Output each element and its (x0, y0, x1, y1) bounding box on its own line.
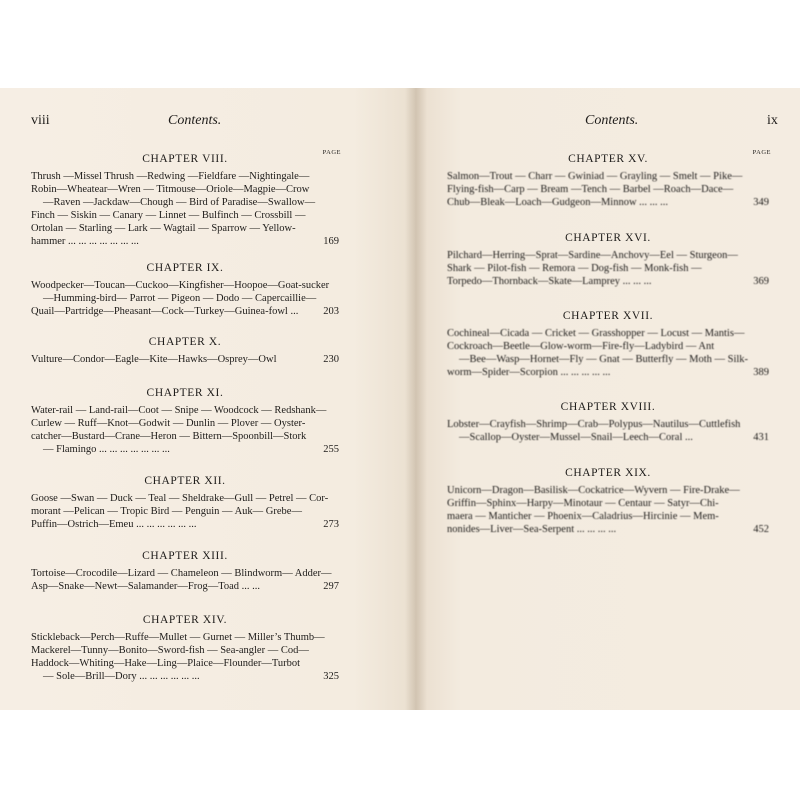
chapter-contents (447, 171, 769, 210)
chapter-title (31, 336, 339, 350)
contents-line (447, 367, 769, 380)
chapter-contents (31, 493, 339, 532)
chapter-page-number: 203 (323, 306, 339, 318)
chapter-title (31, 614, 339, 628)
chapter-contents (31, 568, 339, 594)
chapter-entry (447, 467, 769, 537)
chapter-title (447, 310, 769, 324)
chapter-title-text: CHAPTER XVIII. (560, 401, 656, 414)
contents-line: Water-rail — Land-rail—Coot — Snipe — Woodcock — Redshank— (31, 405, 327, 417)
page-number-left: viii (31, 113, 50, 128)
chapter-title-text: CHAPTER XVII. (562, 310, 654, 323)
contents-line: catcher—Bustard—Crane—Heron — Bittern—Spoonbill—Stork (31, 430, 307, 442)
left-page (0, 88, 415, 710)
chapter-entry (31, 387, 339, 457)
contents-line: Stickleback—Perch—Ruffe—Mullet — Gurnet — Miller’s Thumb— (31, 632, 325, 644)
contents-line: Tortoise—Crocodile—Lizard — Chameleon — Blindworm— Adder— (31, 568, 332, 580)
chapter-contents (31, 171, 339, 248)
chapter-page-number: 169 (323, 235, 339, 247)
chapter-title-text: CHAPTER VIII. (142, 153, 228, 165)
chapter-title (31, 550, 339, 564)
contents-line: Curlew — Ruff—Knot—Godwit — Dunlin — Plover — Oyster- (31, 417, 306, 429)
contents-line: Robin—Wheatear—Wren — Titmouse—Oriole—Magpie—Crow (31, 183, 310, 195)
chapter-contents (31, 632, 339, 684)
chapter-title-text: CHAPTER XII. (144, 474, 226, 487)
chapter-title (31, 262, 339, 276)
chapter-page-number: 255 (323, 443, 339, 455)
chapter-entry (447, 310, 769, 380)
contents-line: Flying-fish—Carp — Bream —Tench — Barbel —Roach—Dace— (447, 183, 734, 195)
chapter-contents (31, 405, 339, 457)
contents-line-text: Asp—Snake—Newt—Salamander—Frog—Toad ... ... (31, 581, 261, 593)
running-head-right: Contents. (585, 113, 639, 128)
chapter-title-text: CHAPTER XVI. (565, 231, 651, 244)
page-number-right: ix (767, 113, 778, 128)
page-column-label: PAGE (322, 149, 341, 156)
contents-line-text: worm—Spider—Scorpion ... ... ... ... ... (447, 367, 611, 379)
contents-line (447, 432, 769, 445)
book-gutter (405, 88, 427, 710)
contents-line (31, 671, 339, 684)
chapter-title-text: CHAPTER XV. (568, 153, 648, 165)
chapter-contents (447, 250, 769, 289)
contents-line: morant —Pelican — Tropic Bird — Penguin — Auk— Grebe— (31, 505, 302, 517)
chapter-title (447, 149, 771, 167)
contents-line (31, 519, 339, 532)
contents-line: Cochineal—Cicada — Cricket — Grasshopper — Locust — Mantis— (447, 328, 745, 340)
chapter-page-number: 230 (323, 354, 339, 366)
chapter-contents (447, 419, 769, 445)
chapter-contents (31, 280, 339, 319)
contents-line: —Humming-bird— Parrot — Pigeon — Dodo — Capercaillie— (43, 293, 317, 305)
right-page (415, 88, 800, 710)
contents-line: Ortolan — Starling — Lark — Wagtail — Sparrow — Yellow- (31, 222, 296, 234)
chapter-entry (447, 232, 769, 289)
contents-line: Thrush —Missel Thrush —Redwing —Fieldfare —Nightingale— (31, 171, 310, 182)
contents-line: —Raven —Jackdaw—Chough — Bird of Paradise—Swallow— (43, 196, 316, 208)
chapter-page-number: 273 (323, 518, 339, 530)
contents-line-text: hammer ... ... ... ... ... ... ... (31, 235, 139, 247)
chapter-title-text: CHAPTER IX. (146, 262, 224, 275)
contents-line: Griffin—Sphinx—Harpy—Minotaur — Centaur — Satyr—Chi- (447, 497, 719, 509)
chapter-page-number: 297 (323, 581, 339, 593)
chapter-page-number: 452 (753, 523, 769, 535)
chapter-title (31, 387, 339, 401)
contents-line: Unicorn—Dragon—Basilisk—Cockatrice—Wyvern — Fire-Drake— (447, 484, 740, 496)
chapter-title (31, 149, 341, 167)
contents-line-text: —Scallop—Oyster—Mussel—Snail—Leech—Coral ... (459, 431, 693, 443)
contents-line (31, 354, 339, 367)
contents-line: Finch — Siskin — Canary — Linnet — Bulfinch — Crossbill — (31, 209, 306, 221)
running-head-left: Contents. (168, 113, 222, 128)
contents-line (447, 197, 769, 210)
chapter-entry (31, 149, 341, 248)
contents-line: Goose —Swan — Duck — Teal — Sheldrake—Gull — Petrel — Cor- (31, 492, 329, 504)
contents-line: —Bee—Wasp—Hornet—Fly — Gnat — Butterfly — Moth — Silk- (459, 354, 749, 366)
contents-line (31, 581, 339, 594)
chapter-page-number: 389 (753, 367, 769, 379)
contents-column-left (31, 149, 341, 684)
contents-line (447, 524, 769, 537)
chapter-title-text: CHAPTER XIX. (565, 466, 651, 479)
contents-line-text: — Sole—Brill—Dory ... ... ... ... ... ... (43, 670, 200, 682)
contents-line (447, 276, 769, 289)
contents-line-text: nonides—Liver—Sea-Serpent ... ... ... ... (447, 523, 617, 535)
chapter-entry (31, 550, 339, 594)
chapter-contents (447, 485, 769, 537)
chapter-title (447, 232, 769, 246)
contents-line-text: Chub—Bleak—Loach—Gudgeon—Minnow ... ... ... (447, 196, 669, 208)
chapter-entry (31, 614, 339, 684)
contents-line: Mackerel—Tunny—Bonito—Sword-fish — Sea-angler — Cod— (31, 645, 309, 657)
contents-line (31, 236, 339, 249)
chapter-entry (31, 262, 339, 319)
chapter-title-text: CHAPTER X. (148, 336, 222, 349)
contents-line-text: Torpedo—Thornback—Skate—Lamprey ... ... ... (447, 275, 652, 287)
contents-line-text: — Flamingo ... ... ... ... ... ... ... (43, 443, 170, 455)
chapter-title-text: CHAPTER XI. (146, 387, 224, 400)
contents-line: Woodpecker—Toucan—Cuckoo—Kingfisher—Hoopoe—Goat-sucker (31, 280, 330, 292)
chapter-page-number: 349 (753, 196, 769, 208)
chapter-title-text: CHAPTER XIV. (142, 614, 228, 627)
contents-line: Haddock—Whiting—Hake—Ling—Plaice—Flounder—Turbot (31, 658, 301, 670)
book-spread (0, 88, 800, 710)
contents-line: Shark — Pilot-fish — Remora — Dog-fish — Monk-fish — (447, 262, 702, 274)
chapter-title (447, 401, 769, 415)
contents-line: Lobster—Crayfish—Shrimp—Crab—Polypus—Nautilus—Cuttlefish (447, 419, 741, 431)
chapter-entry (31, 475, 339, 532)
contents-line (31, 306, 339, 319)
chapter-title (31, 475, 339, 489)
chapter-title-text: CHAPTER XIII. (142, 550, 228, 563)
chapter-entry (447, 149, 771, 210)
chapter-contents (447, 328, 769, 380)
contents-column-right (447, 149, 771, 537)
chapter-page-number: 369 (753, 275, 769, 287)
contents-line-text: Quail—Partridge—Pheasant—Cock—Turkey—Guinea-fowl ... (31, 306, 299, 318)
chapter-page-number: 431 (753, 431, 769, 443)
contents-line-text: Vulture—Condor—Eagle—Kite—Hawks—Osprey—Owl (31, 354, 277, 366)
chapter-contents (31, 354, 339, 367)
contents-line: maera — Manticher — Phoenix—Caladrius—Hircinie — Mem- (447, 510, 719, 522)
contents-line-text: Puffin—Ostrich—Emeu ... ... ... ... ... ... (31, 518, 197, 530)
contents-line: Salmon—Trout — Charr — Gwiniad — Grayling — Smelt — Pike— (447, 171, 743, 182)
chapter-entry (447, 401, 769, 445)
contents-line (31, 444, 339, 457)
contents-line: Cockroach—Beetle—Glow-worm—Fire-fly—Ladybird — Ant (447, 341, 715, 353)
chapter-page-number: 325 (323, 670, 339, 682)
page-column-label: PAGE (752, 149, 771, 156)
contents-line: Pilchard—Herring—Sprat—Sardine—Anchovy—Eel — Sturgeon— (447, 249, 738, 261)
chapter-entry (31, 336, 339, 367)
chapter-title (447, 467, 769, 481)
